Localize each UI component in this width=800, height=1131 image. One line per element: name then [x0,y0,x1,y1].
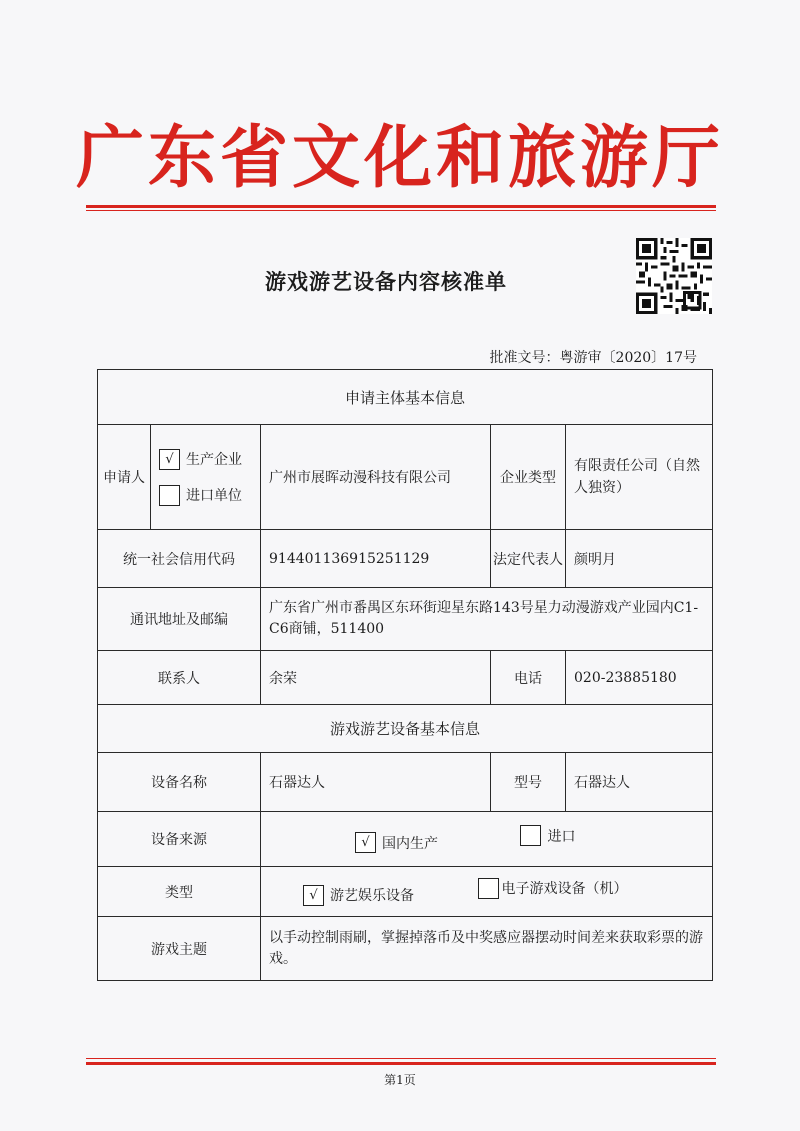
type-label: 类型 [98,867,261,917]
option-importer-label: 进口单位 [186,488,242,504]
address-value: 广东省广州市番禺区东环街迎星东路143号星力动漫游戏产业园内C1-C6商铺，511400 [261,588,713,651]
applicant-label: 申请人 [98,425,151,530]
option-amusement [303,885,414,906]
credit-code-value: 91440113691525112​9 [261,530,491,588]
footer-red-rule [86,1062,716,1065]
header-red-rule-thin [86,210,716,211]
checkbox-manufacturer[interactable]: √ [159,449,180,470]
checkbox-import[interactable] [520,825,541,846]
option-domestic [355,832,438,853]
device-name-value: 石器达人 [261,753,491,812]
checkbox-video-game[interactable] [478,878,499,899]
company-type-value: 有限责任公司（自然人独资） [566,425,713,530]
option-import-label: 进口 [547,828,576,845]
agency-header: 广东省文化和旅游厅 [75,118,724,198]
legal-rep-value: 颜明月 [566,530,713,588]
legal-rep-label: 法定代表人 [491,530,566,588]
header-red-rule [86,205,716,208]
credit-code-label: 统一社会信用代码 [98,530,261,588]
approval-form-table [97,369,713,981]
model-value: 石器达人 [566,753,713,812]
option-manufacturer [159,446,252,472]
option-import [520,825,575,846]
form-title: 游戏游艺设备内容核准单 [265,270,507,294]
applicant-type-cell [151,425,261,530]
option-domestic-label: 国内生产 [382,835,438,852]
device-name-label: 设备名称 [98,753,261,812]
checkbox-amusement[interactable]: √ [303,885,324,906]
type-options [261,867,713,917]
qr-code-icon [636,238,712,314]
phone-label: 电话 [491,651,566,705]
option-video-game-label: 电子游戏设备（机） [501,881,628,897]
company-type-label: 企业类型 [491,425,566,530]
option-amusement-label: 游艺娱乐设备 [330,888,414,904]
approval-number: 批准文号：粤游审〔2020〕17号 [489,350,697,366]
model-label: 型号 [491,753,566,812]
page-number: 第1页 [384,1073,416,1087]
option-importer [159,482,252,508]
contact-value: 余荣 [261,651,491,705]
option-manufacturer-label: 生产企业 [186,452,242,468]
theme-label: 游戏主题 [98,917,261,981]
section-title-applicant: 申请主体基本信息 [98,370,713,425]
phone-value: 020-23885180 [566,651,713,705]
address-label: 通讯地址及邮编 [98,588,261,651]
applicant-name: 广州市展晖动漫科技有限公司 [261,425,491,530]
contact-label: 联系人 [98,651,261,705]
footer-red-rule-thin [86,1058,716,1059]
section-title-device: 游戏游艺设备基本信息 [98,705,713,753]
option-video-game [478,878,627,899]
theme-value: 以手动控制雨刷，掌握掉落币及中奖感应器摆动时间差来获取彩票的游戏。 [261,917,713,981]
source-options [261,812,713,867]
source-label: 设备来源 [98,812,261,867]
checkbox-importer[interactable] [159,485,180,506]
checkbox-domestic[interactable]: √ [355,832,376,853]
